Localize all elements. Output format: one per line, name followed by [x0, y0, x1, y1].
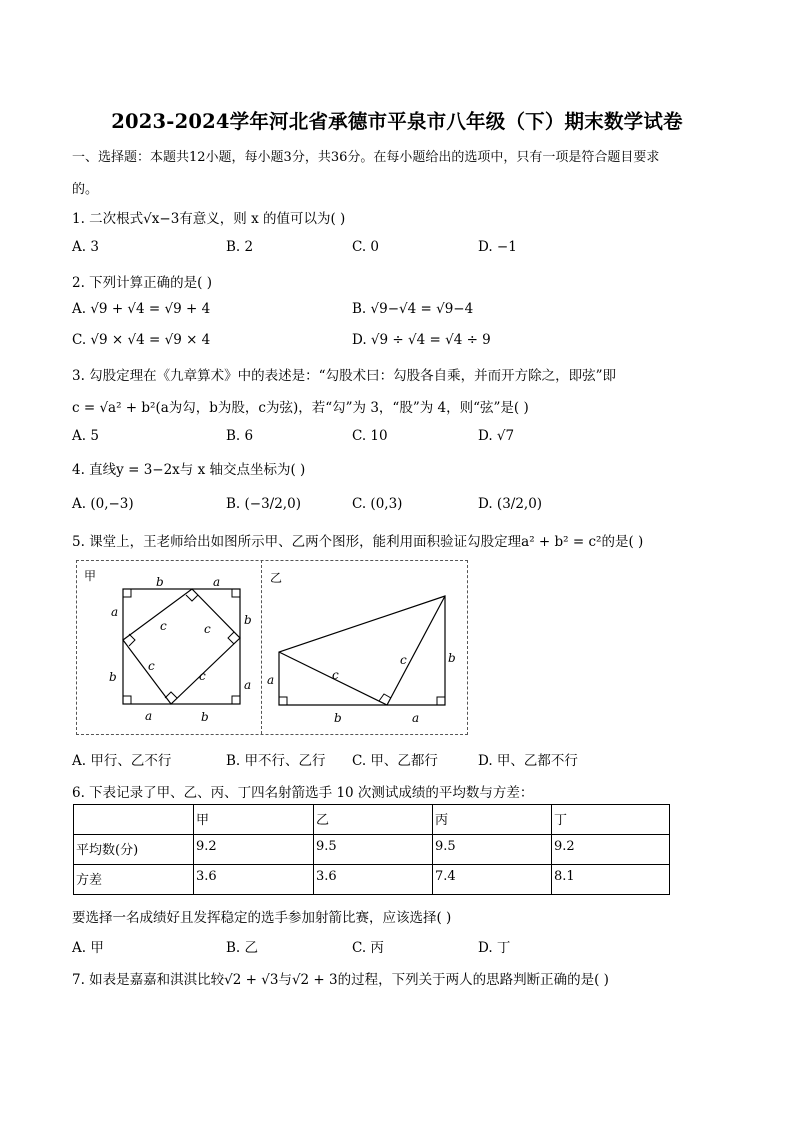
label-b-left: b [109, 670, 117, 684]
q3-option-b[interactable]: B. 6 [226, 428, 254, 444]
table-cell: 甲 [194, 805, 314, 835]
label-c-3: c [148, 659, 155, 673]
table-cell: 丙 [433, 805, 552, 835]
q5-option-c[interactable]: C. 甲、乙都行 [352, 753, 438, 769]
stats-table [73, 804, 670, 895]
table-cell: 8.1 [552, 865, 670, 895]
label-a-yi-left: a [267, 673, 275, 687]
table-cell: 7.4 [433, 865, 552, 895]
question-6: 6. 下表记录了甲、乙、丙、丁四名射箭选手 10 次测试成绩的平均数与方差： [72, 785, 534, 801]
label-c-1: c [160, 619, 167, 633]
label-a-top: a [213, 575, 221, 589]
question-7: 7. 如表是嘉嘉和淇淇比较√2 + √3与√2 + 3的过程，下列关于两人的思路判断正确的是( ) [72, 972, 609, 988]
q6-option-b[interactable]: B. 乙 [226, 940, 259, 956]
q3-option-a[interactable]: A. 5 [72, 428, 99, 444]
table-cell: 9.2 [194, 835, 314, 865]
label-b-top: b [156, 575, 164, 589]
q6-option-c[interactable]: C. 丙 [352, 940, 384, 956]
q5-option-a[interactable]: A. 甲行、乙不行 [72, 753, 172, 769]
table-cell: 3.6 [194, 865, 314, 895]
table-cell: 方差 [74, 865, 194, 895]
table-cell: 乙 [314, 805, 433, 835]
outer-square [123, 589, 240, 704]
label-b-bottom: b [201, 710, 209, 724]
label-b-yi-bottom: b [334, 711, 342, 725]
q1-option-a[interactable]: A. 3 [72, 239, 99, 255]
table-row [74, 865, 670, 895]
q1-option-c[interactable]: C. 0 [352, 239, 380, 255]
label-c-2: c [204, 622, 211, 636]
q5-option-b[interactable]: B. 甲不行、乙行 [226, 753, 326, 769]
question-3-cont: c = √a² + b²(a为勾，b为股，c为弦)，若“勾”为 3，“股”为 4，则“弦”是( ) [72, 400, 529, 416]
q6-option-a[interactable]: A. 甲 [72, 940, 104, 956]
label-a-bottom: a [145, 709, 153, 723]
label-a-yi-bottom: a [412, 711, 420, 725]
q6-option-d[interactable]: D. 丁 [478, 940, 511, 956]
q4-option-d[interactable]: D. (3/2,0) [478, 496, 543, 512]
pythagoras-figures [76, 560, 468, 736]
question-6-ask: 要选择一名成绩好且发挥稳定的选手参加射箭比赛，应该选择( ) [72, 910, 452, 926]
label-a-right: a [244, 678, 252, 692]
question-2: 2. 下列计算正确的是( ) [72, 275, 212, 291]
table-cell: 9.2 [552, 835, 670, 865]
trapezoid [279, 596, 445, 705]
figure-jia-label: 甲 [84, 569, 97, 583]
q3-option-d[interactable]: D. √7 [478, 428, 515, 444]
inner-square [123, 589, 240, 704]
question-5: 5. 课堂上，王老师给出如图所示甲、乙两个图形，能利用面积验证勾股定理a² + b² = c²的是( ) [72, 534, 644, 550]
q2-option-c[interactable]: C. √9 × √4 = √9 × 4 [72, 332, 211, 348]
q2-option-d[interactable]: D. √9 ÷ √4 = √4 ÷ 9 [352, 332, 491, 348]
question-3: 3. 勾股定理在《九章算术》中的表述是：“勾股术曰：勾股各自乘，并而开方除之，即弦”即 [72, 368, 616, 384]
table-cell: 9.5 [314, 835, 433, 865]
question-1: 1. 二次根式√x−3有意义，则 x 的值可以为( ) [72, 211, 346, 227]
table-cell: 9.5 [433, 835, 552, 865]
q2-option-a[interactable]: A. √9 + √4 = √9 + 4 [72, 301, 211, 317]
q1-option-d[interactable]: D. −1 [478, 239, 517, 255]
label-c-yi-1: c [332, 668, 339, 682]
q1-option-b[interactable]: B. 2 [226, 239, 254, 255]
section-heading: 一、选择题：本题共12小题，每小题3分，共36分。在每小题给出的选项中，只有一项是符合题目要求 [72, 150, 660, 165]
page-title: 2023-2024学年河北省承德市平泉市八年级（下）期末数学试卷 [111, 110, 683, 133]
label-b-yi-right: b [448, 651, 456, 665]
table-cell: 3.6 [314, 865, 433, 895]
label-a-left: a [111, 605, 119, 619]
table-row [74, 805, 670, 835]
section-heading-cont: 的。 [72, 182, 99, 197]
table-cell: 平均数(分) [74, 835, 194, 865]
q2-option-b[interactable]: B. √9−√4 = √9−4 [352, 301, 474, 317]
figure-yi-label: 乙 [270, 571, 283, 585]
q4-option-b[interactable]: B. (−3/2,0) [226, 496, 301, 512]
q4-option-c[interactable]: C. (0,3) [352, 496, 403, 512]
q3-option-c[interactable]: C. 10 [352, 428, 388, 444]
table-cell: 丁 [552, 805, 670, 835]
label-b-right: b [244, 613, 252, 627]
label-c-4: c [199, 669, 206, 683]
question-4: 4. 直线y = 3−2x与 x 轴交点坐标为( ) [72, 462, 306, 478]
q4-option-a[interactable]: A. (0,−3) [72, 496, 134, 512]
table-cell [74, 805, 194, 835]
q5-option-d[interactable]: D. 甲、乙都不行 [478, 753, 578, 769]
label-c-yi-2: c [400, 653, 407, 667]
table-row [74, 835, 670, 865]
